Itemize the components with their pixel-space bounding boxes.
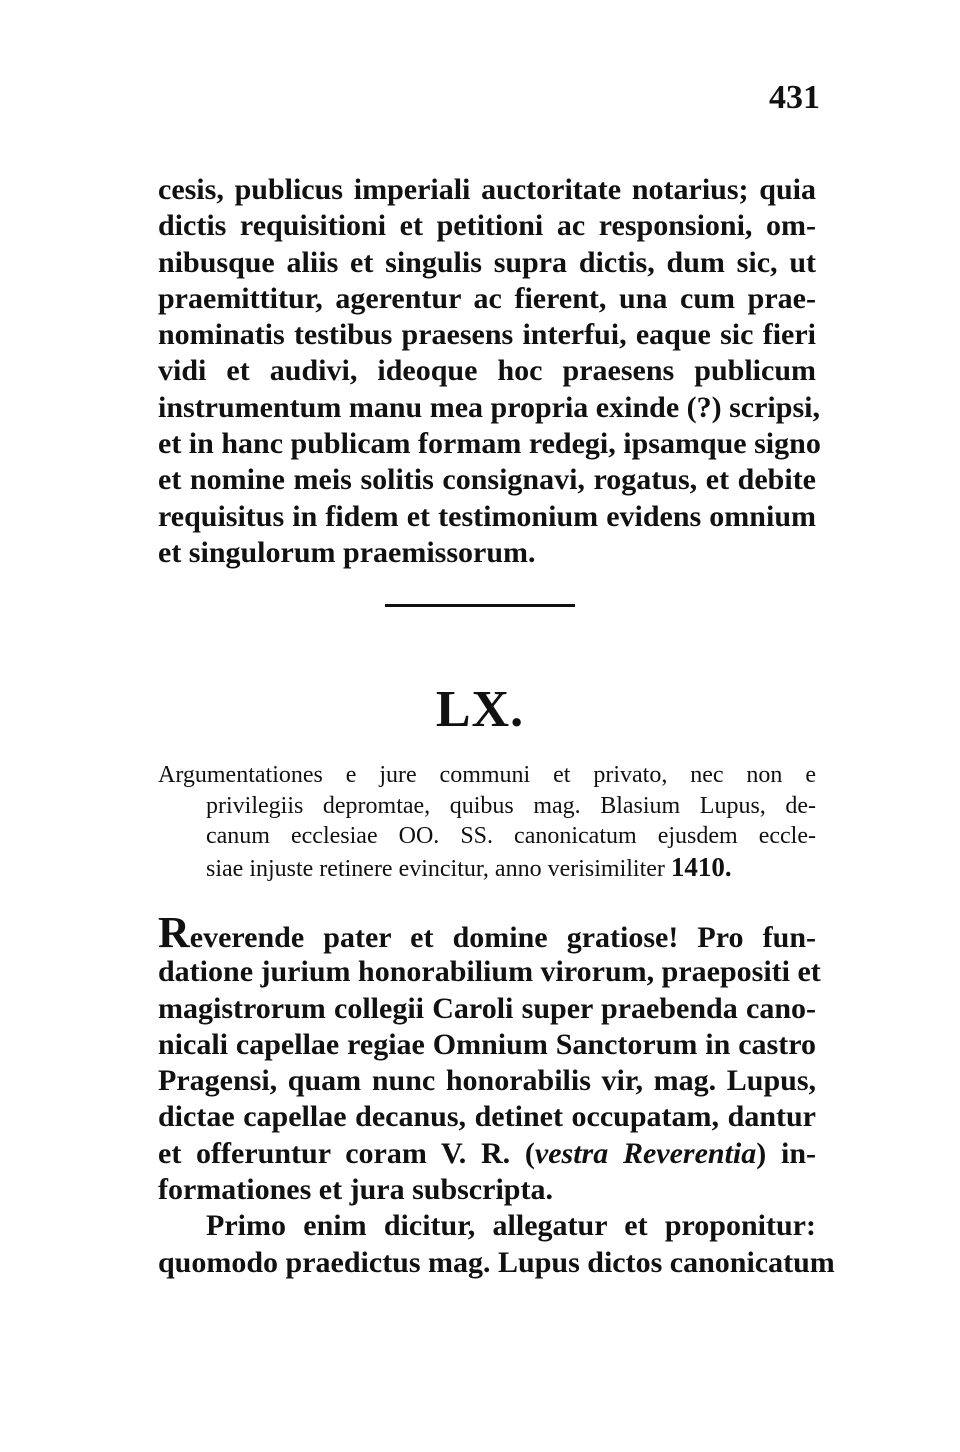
text-line: datione jurium honorabilium virorum, praepositi et [158,955,821,989]
text-line: cesis, publicus imperiali auctoritate notarius; quia [158,173,816,206]
text-line: instrumentum manu mea propria exinde (?) scripsi, [158,390,820,424]
text-line: nominatis testibus praesens interfui, eaque sic fieri [158,318,816,352]
text-line: dictis requisitioni et petitioni ac responsioni, om- [158,209,816,243]
text-line: vidi et audivi, ideoque hoc praesens publicum [158,354,816,388]
text-line: nibusque aliis et singulis supra dictis, dum sic, ut [158,245,816,279]
italic-expansion: vestra Reverentia [534,1136,757,1170]
text-line: et singulorum praemissorum. [158,535,536,569]
page-number: 431 [769,79,820,116]
text-line-rest: everende pater et domine gratiose! Pro fun- [189,921,816,954]
text-line: formationes et jura subscripta. [158,1173,553,1207]
text-line: quomodo praedictus mag. Lupus dictos canonicatum [158,1245,835,1279]
summary-line [158,852,816,883]
text-line [158,1136,816,1172]
summary-line: canum ecclesiae OO. SS. canonicatum ejusdem eccle- [206,823,816,849]
text-line: magistrorum collegii Caroli super praebenda cano- [158,991,816,1025]
text-line: praemittitur, agerentur ac fierent, una cum prae- [158,281,816,315]
section-heading: LX. [435,681,525,738]
text-line: Pragensi, quam nunc honorabilis vir, mag. Lupus, [158,1064,816,1098]
text-line: dictae capellae decanus, detinet occupatam, dantur [158,1100,816,1134]
section-divider [385,604,575,607]
text-line: et in hanc publicam formam redegi, ipsamque signo [158,427,821,461]
text-line: requisitus in fidem et testimonium evidens omnium [158,499,816,533]
summary-line-text: siae injuste retinere evincitur, anno verisimiliter [206,855,665,882]
drop-cap: R [158,908,190,957]
text-line: et nomine meis solitis consignavi, rogatus, et debite [158,463,816,497]
text-line: Primo enim dicitur, allegatur et proponitur: [206,1209,816,1243]
summary-year: 1410. [670,851,732,882]
summary-line: Argumentationes e jure communi et privato, nec non e [158,762,816,788]
text-before-italic: et offeruntur coram V. R. ( [158,1136,535,1170]
summary-line: privilegiis depromtae, quibus mag. Blasium Lupus, de- [206,792,816,819]
section-summary [158,760,816,882]
notarial-closing-paragraph [158,172,821,571]
text-line: nicali capellae regiae Omnium Sanctorum in castro [158,1027,816,1061]
text-after-italic: ) in- [756,1136,816,1170]
letter-body [158,908,835,1281]
text-line-dropcap [158,908,816,957]
